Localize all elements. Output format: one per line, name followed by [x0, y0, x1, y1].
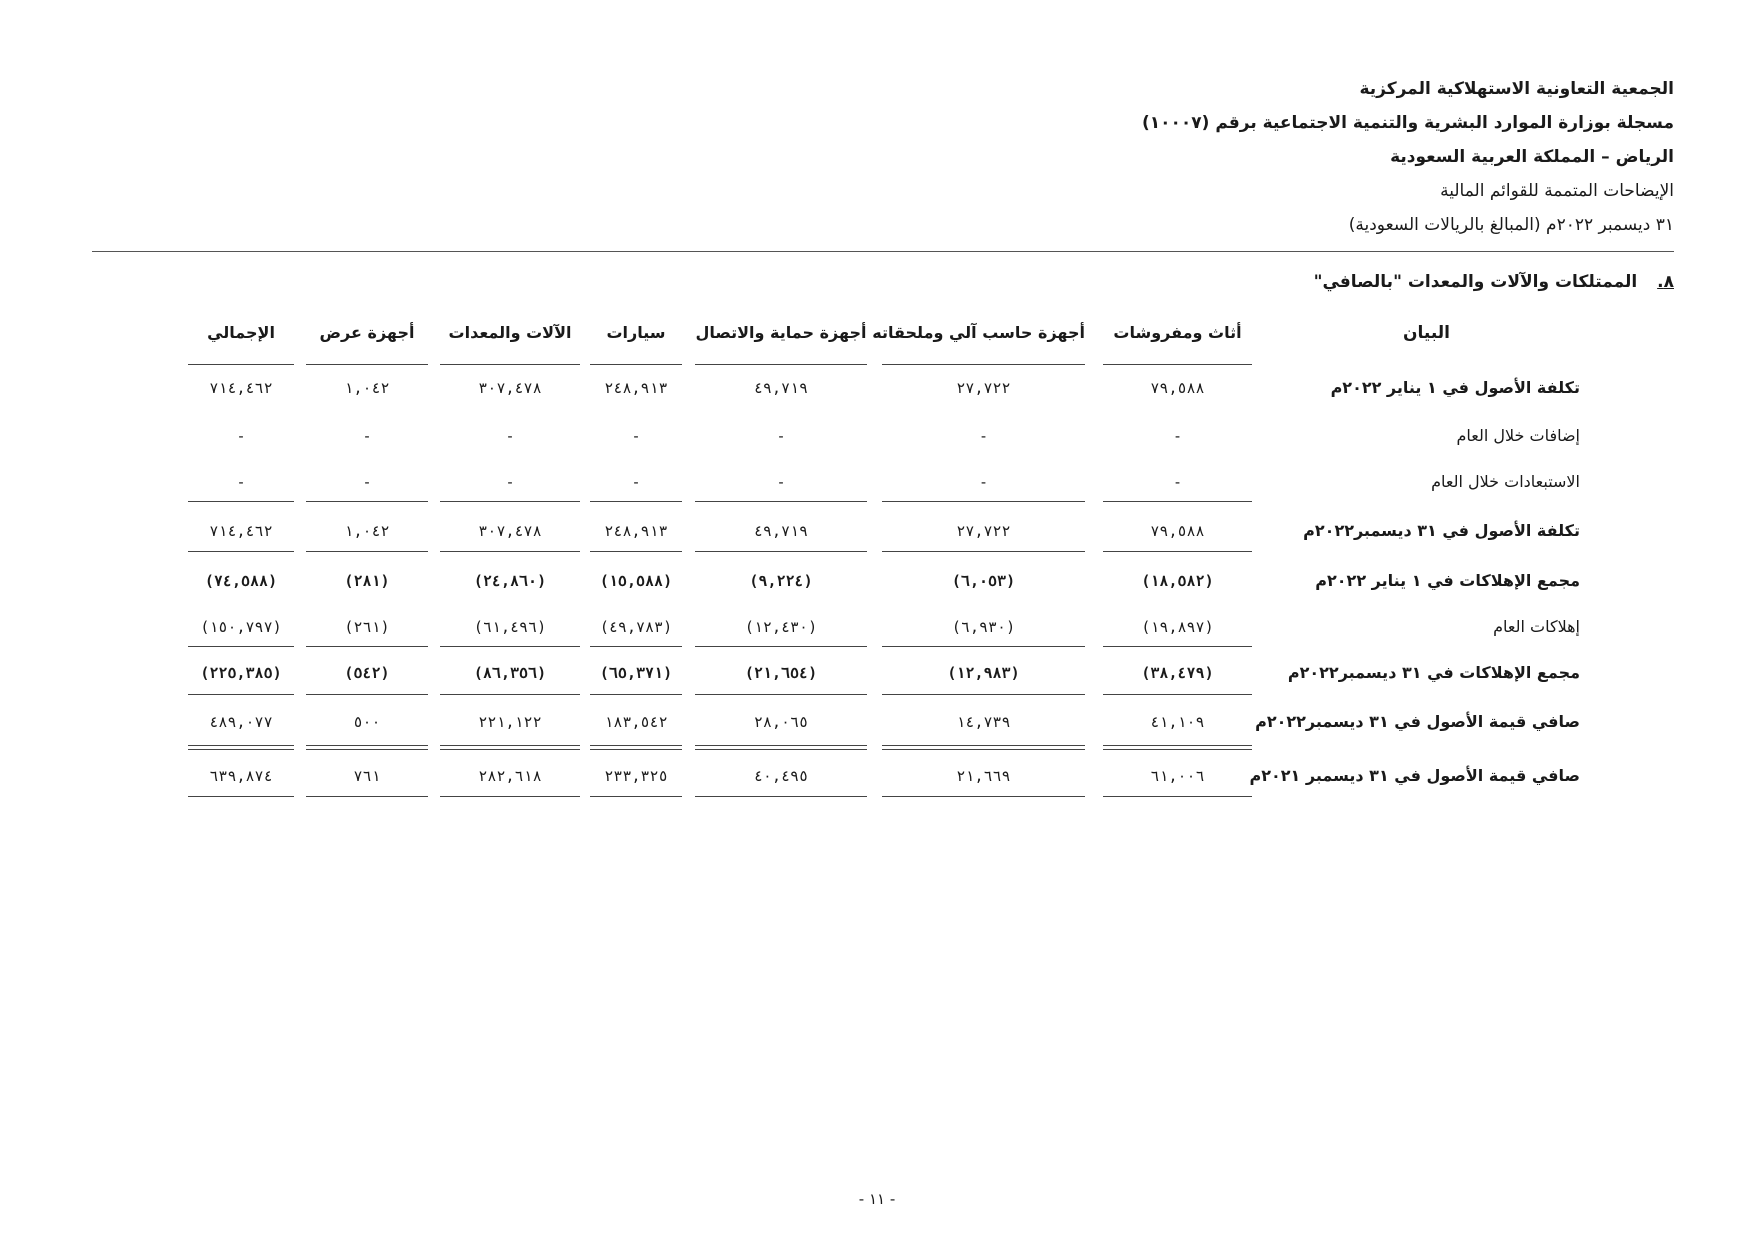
table-cell: ٣٠٧,٤٧٨: [478, 522, 542, 540]
table-cell: ٤٠,٤٩٥: [753, 767, 809, 785]
column-header: أجهزة حماية والاتصال: [695, 323, 867, 342]
period-line: ٣١ ديسمبر ٢٠٢٢م (المبالغ بالريالات السعودية): [1348, 215, 1674, 235]
column-underline: [882, 796, 1085, 797]
column-underline: [590, 796, 682, 797]
table-cell: (٧٤,٥٨٨): [204, 572, 278, 590]
label-column-header: البيان: [1403, 323, 1450, 343]
table-cell: -: [978, 427, 989, 445]
column-underline: [306, 364, 428, 365]
document-header: [1142, 72, 1674, 242]
column-underline: [695, 501, 867, 502]
row-label: الاستبعادات خلال العام: [1431, 472, 1580, 491]
table-cell: (٢٦١): [344, 618, 390, 636]
column-underline: [590, 364, 682, 365]
table-cell: ٧٩,٥٨٨: [1150, 379, 1205, 397]
column-underline: [1103, 364, 1252, 365]
table-cell: (٢٨١): [344, 572, 390, 590]
table-cell: (٦١,٤٩٦): [473, 618, 547, 636]
column-underline: [882, 551, 1085, 552]
column-underline: [590, 501, 682, 502]
table-cell: (٩,٢٢٤): [749, 572, 813, 590]
table-cell: ١,٠٤٢: [344, 379, 390, 397]
table-cell: (٦,٠٥٣): [951, 572, 1016, 590]
table-cell: -: [776, 473, 786, 491]
column-underline: [695, 551, 867, 552]
column-underline: [306, 796, 428, 797]
table-cell: ٤٩,٧١٩: [753, 522, 809, 540]
table-cell: ٢٤٨,٩١٣: [604, 522, 668, 540]
location-line: الرياض – المملكة العربية السعودية: [1390, 147, 1674, 167]
table-cell: (٦,٩٣٠): [951, 618, 1016, 636]
double-underline: [695, 745, 867, 750]
table-cell: ٢٤٨,٩١٣: [604, 379, 668, 397]
table-cell: -: [776, 427, 786, 445]
column-underline: [440, 694, 580, 695]
table-cell: ٢٨٢,٦١٨: [478, 767, 542, 785]
header-divider: [92, 251, 1674, 252]
table-cell: (١٥٠,٧٩٧): [200, 618, 282, 636]
section-title: الممتلكات والآلات والمعدات "بالصافي": [1313, 272, 1638, 292]
column-underline: [695, 796, 867, 797]
column-header: أثاث ومفروشات: [1113, 323, 1242, 342]
column-underline: [1103, 796, 1252, 797]
row-label: تكلفة الأصول في ٣١ ديسمبر٢٠٢٢م: [1303, 521, 1580, 540]
table-cell: ٤٨٩,٠٧٧: [209, 713, 273, 731]
column-underline: [695, 646, 867, 647]
row-label: صافي قيمة الأصول في ٣١ ديسمبر٢٠٢٢م: [1255, 712, 1580, 731]
table-cell: -: [236, 473, 246, 491]
table-cell: ١٨٣,٥٤٢: [604, 713, 668, 731]
column-header: أجهزة حاسب آلي وملحقاته: [872, 323, 1085, 342]
page-number: - ١١ -: [858, 1190, 896, 1208]
double-underline: [306, 745, 428, 750]
table-cell: (٢٤,٨٦٠): [473, 572, 547, 590]
column-underline: [882, 364, 1085, 365]
table-cell: (١٩,٨٩٧): [1141, 618, 1214, 636]
table-cell: (٨٦,٣٥٦): [473, 664, 547, 682]
column-underline: [440, 796, 580, 797]
table-cell: ٤١,١٠٩: [1150, 713, 1205, 731]
table-cell: ٥٠٠: [353, 713, 381, 731]
column-underline: [1103, 551, 1252, 552]
double-underline: [1103, 745, 1252, 750]
column-underline: [306, 551, 428, 552]
table-cell: ٢٣٣,٣٢٥: [604, 767, 668, 785]
column-underline: [188, 694, 294, 695]
column-header: الآلات والمعدات: [448, 323, 572, 342]
column-header: الإجمالي: [207, 323, 275, 342]
table-cell: -: [505, 427, 515, 445]
table-cell: -: [978, 473, 989, 491]
column-underline: [188, 364, 294, 365]
table-cell: (٤٩,٧٨٣): [599, 618, 673, 636]
table-cell: ٧١٤,٤٦٢: [209, 522, 273, 540]
column-underline: [590, 646, 682, 647]
section-number: ٨.: [1657, 272, 1674, 292]
column-underline: [188, 551, 294, 552]
column-underline: [440, 551, 580, 552]
table-cell: ٢٧,٧٢٢: [956, 522, 1011, 540]
column-header: سيارات: [606, 323, 666, 342]
table-cell: -: [505, 473, 515, 491]
column-header: أجهزة عرض: [319, 323, 415, 342]
report-title: الإيضاحات المتممة للقوائم المالية: [1440, 181, 1674, 201]
column-underline: [440, 646, 580, 647]
row-label: إضافات خلال العام: [1456, 426, 1580, 445]
table-cell: -: [362, 473, 372, 491]
table-cell: -: [631, 427, 641, 445]
table-cell: ٦١,٠٠٦: [1150, 767, 1205, 785]
section-heading: [1314, 272, 1674, 292]
table-cell: (١٢,٩٨٣): [947, 664, 1020, 682]
registration-line: مسجلة بوزارة الموارد البشرية والتنمية الاجتماعية برقم (١٠٠٠٧): [1141, 113, 1674, 133]
table-cell: -: [631, 473, 641, 491]
table-cell: -: [1172, 427, 1183, 445]
row-label: تكلفة الأصول في ١ يناير ٢٠٢٢م: [1330, 378, 1580, 397]
column-underline: [1103, 646, 1252, 647]
table-cell: -: [236, 427, 246, 445]
row-label: صافي قيمة الأصول في ٣١ ديسمبر ٢٠٢١م: [1249, 766, 1580, 785]
column-underline: [590, 694, 682, 695]
table-cell: (١٥,٥٨٨): [599, 572, 673, 590]
double-underline: [188, 745, 294, 750]
table-cell: -: [1172, 473, 1183, 491]
org-name: الجمعية التعاونية الاستهلاكية المركزية: [1359, 79, 1674, 99]
table-cell: (٢٢٥,٣٨٥): [200, 664, 282, 682]
table-cell: ١٤,٧٣٩: [956, 713, 1011, 731]
column-underline: [882, 501, 1085, 502]
column-underline: [882, 694, 1085, 695]
table-cell: ٣٠٧,٤٧٨: [478, 379, 542, 397]
column-underline: [306, 501, 428, 502]
table-cell: ٢٢١,١٢٢: [478, 713, 542, 731]
table-cell: ٧١٤,٤٦٢: [209, 379, 273, 397]
double-underline: [882, 745, 1085, 750]
table-cell: (٥٤٢): [344, 664, 390, 682]
column-underline: [1103, 694, 1252, 695]
column-underline: [1103, 501, 1252, 502]
double-underline: [440, 745, 580, 750]
table-cell: (٢١,٦٥٤): [744, 664, 818, 682]
column-underline: [440, 501, 580, 502]
table-cell: (١٨,٥٨٢): [1141, 572, 1214, 590]
row-label: مجمع الإهلاكات في ٣١ ديسمبر٢٠٢٢م: [1287, 663, 1580, 682]
table-cell: -: [362, 427, 372, 445]
table-cell: ٢١,٦٦٩: [956, 767, 1011, 785]
column-underline: [882, 646, 1085, 647]
column-underline: [440, 364, 580, 365]
column-underline: [188, 501, 294, 502]
column-underline: [306, 646, 428, 647]
column-underline: [188, 796, 294, 797]
row-label: مجمع الإهلاكات في ١ يناير ٢٠٢٢م: [1315, 571, 1580, 590]
column-underline: [695, 694, 867, 695]
column-underline: [188, 646, 294, 647]
table-cell: (٦٥,٣٧١): [599, 664, 673, 682]
table-cell: ٦٣٩,٨٧٤: [209, 767, 273, 785]
table-cell: ٧٩,٥٨٨: [1150, 522, 1205, 540]
table-cell: (٣٨,٤٧٩): [1141, 664, 1214, 682]
column-underline: [590, 551, 682, 552]
column-underline: [306, 694, 428, 695]
table-cell: ٢٧,٧٢٢: [956, 379, 1011, 397]
double-underline: [590, 745, 682, 750]
table-cell: ١,٠٤٢: [344, 522, 390, 540]
table-cell: ٤٩,٧١٩: [753, 379, 809, 397]
table-cell: (١٢,٤٣٠): [744, 618, 818, 636]
table-cell: ٧٦١: [353, 767, 381, 785]
column-underline: [695, 364, 867, 365]
row-label: إهلاكات العام: [1493, 617, 1580, 636]
table-cell: ٢٨,٠٦٥: [753, 713, 809, 731]
